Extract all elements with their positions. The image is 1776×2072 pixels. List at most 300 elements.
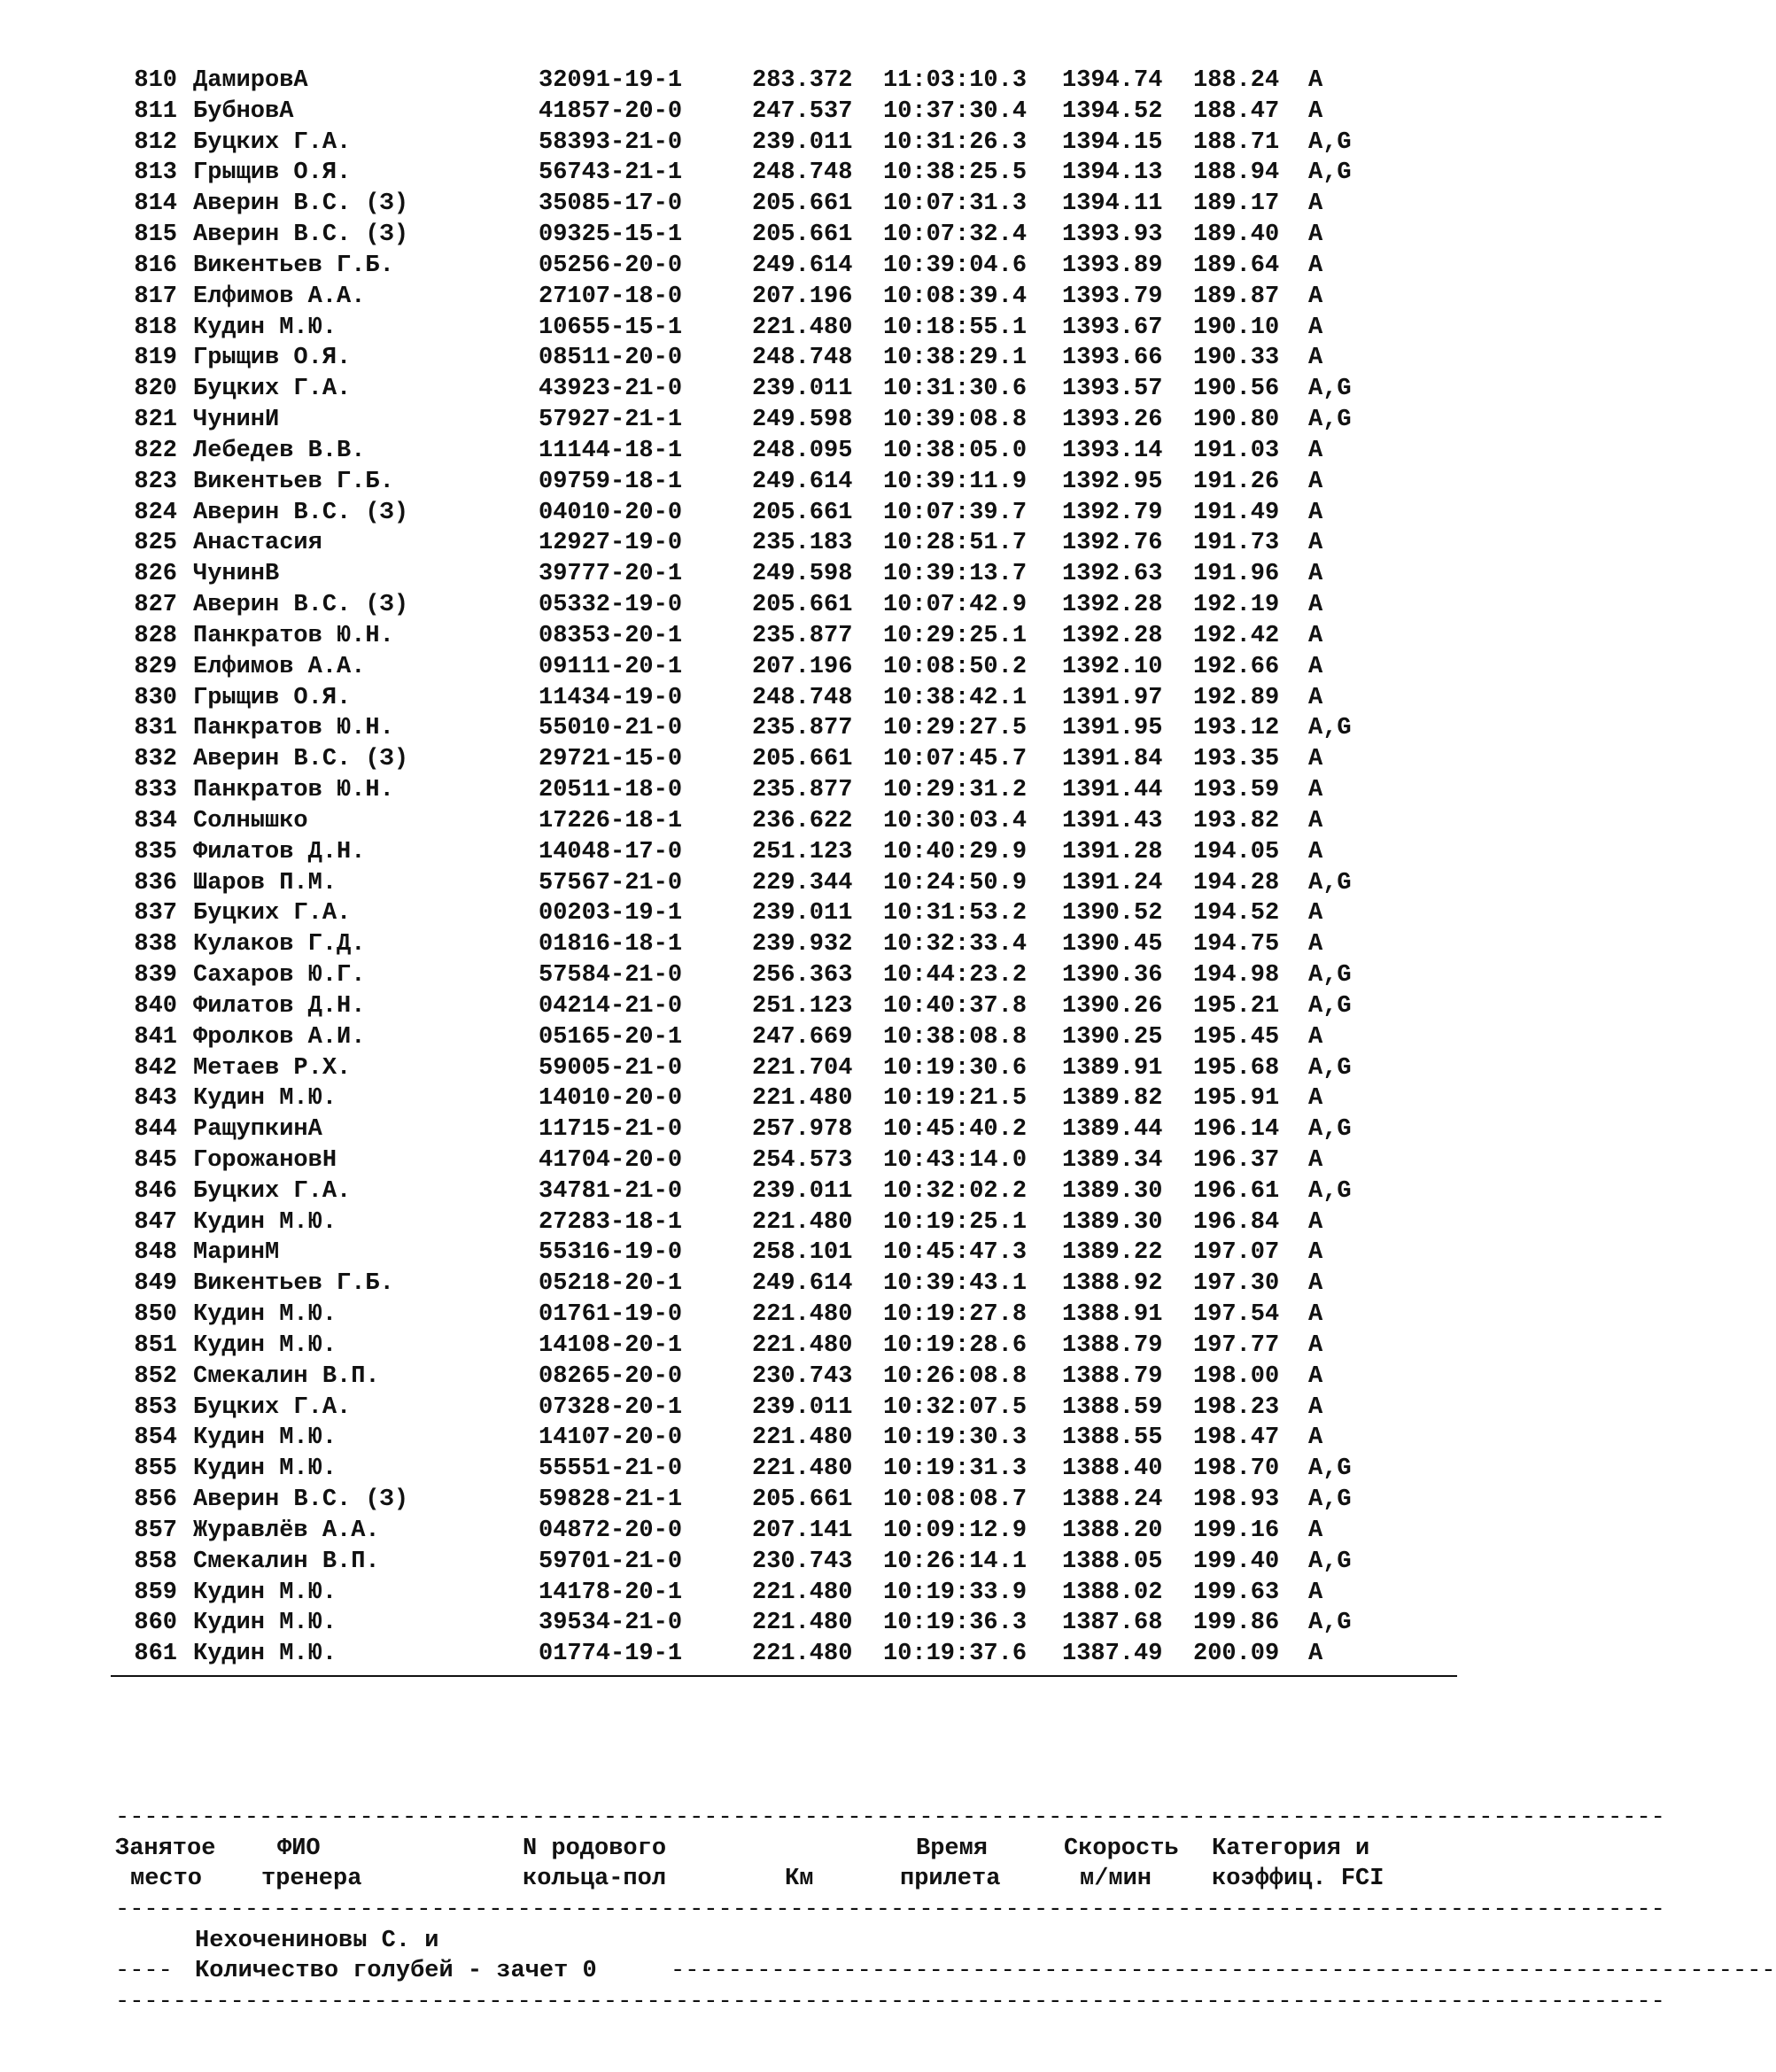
cell-km: 239.932	[752, 931, 853, 958]
cell-category: A	[1308, 314, 1323, 341]
cell-name: Буцких Г.А.	[193, 1393, 352, 1421]
cell-km: 249.614	[752, 252, 853, 279]
cell-ring: 39534-21-0	[539, 1610, 683, 1637]
cell-place: 832	[134, 746, 177, 773]
cell-speed: 1391.24	[1062, 869, 1163, 896]
cell-ring: 08265-20-0	[539, 1362, 683, 1390]
cell-km: 247.669	[752, 1023, 853, 1051]
cell-category: A	[1308, 592, 1323, 619]
separator-line-top: ------------------------------------------------------------------------------------------------------------	[115, 1804, 1665, 1831]
cell-coef: 189.17	[1193, 190, 1280, 218]
cell-km: 230.743	[752, 1362, 853, 1390]
cell-coef: 191.49	[1193, 499, 1280, 526]
cell-time: 10:30:03.4	[883, 807, 1028, 834]
cell-km: 221.480	[752, 1455, 853, 1483]
cell-name: Кудин М.Ю.	[193, 314, 337, 341]
team-count-prefix: ----	[115, 1958, 173, 1984]
cell-time: 10:18:55.1	[883, 314, 1028, 341]
cell-km: 256.363	[752, 962, 853, 989]
cell-category: A,G	[1308, 1177, 1352, 1205]
cell-place: 813	[134, 159, 177, 187]
cell-time: 10:32:33.4	[883, 931, 1028, 958]
cell-speed: 1391.44	[1062, 777, 1163, 804]
cell-category: A	[1308, 684, 1323, 711]
cell-time: 10:19:36.3	[883, 1610, 1028, 1637]
cell-ring: 39777-20-1	[539, 561, 683, 588]
cell-coef: 191.03	[1193, 437, 1280, 464]
cell-name: Грыщив О.Я.	[193, 684, 352, 711]
cell-speed: 1389.91	[1062, 1054, 1163, 1082]
cell-ring: 32091-19-1	[539, 67, 683, 94]
cell-place: 853	[134, 1393, 177, 1421]
cell-name: ГорожановН	[193, 1146, 337, 1174]
cell-km: 205.661	[752, 190, 853, 218]
cell-name: МаринМ	[193, 1239, 280, 1267]
cell-category: A	[1308, 838, 1323, 865]
cell-ring: 56743-21-1	[539, 159, 683, 187]
cell-coef: 194.98	[1193, 962, 1280, 989]
cell-speed: 1391.43	[1062, 807, 1163, 834]
cell-speed: 1394.74	[1062, 67, 1163, 94]
cell-coef: 189.87	[1193, 283, 1280, 310]
cell-category: A,G	[1308, 376, 1352, 403]
cell-speed: 1388.59	[1062, 1393, 1163, 1421]
cell-ring: 11144-18-1	[539, 437, 683, 464]
cell-name: Журавлёв А.А.	[193, 1517, 380, 1544]
cell-km: 221.480	[752, 1641, 853, 1668]
cell-name: Аверин В.С. (З)	[193, 221, 409, 249]
cell-place: 825	[134, 530, 177, 557]
cell-category: A	[1308, 530, 1323, 557]
cell-name: Елфимов А.А.	[193, 283, 366, 310]
cell-km: 251.123	[752, 992, 853, 1020]
cell-coef: 195.68	[1193, 1054, 1280, 1082]
cell-time: 10:38:25.5	[883, 159, 1028, 187]
cell-speed: 1388.05	[1062, 1548, 1163, 1575]
cell-km: 205.661	[752, 592, 853, 619]
cell-coef: 188.47	[1193, 97, 1280, 125]
cell-ring: 05332-19-0	[539, 592, 683, 619]
cell-category: A	[1308, 252, 1323, 279]
cell-place: 839	[134, 962, 177, 989]
cell-ring: 05218-20-1	[539, 1270, 683, 1298]
cell-km: 249.598	[752, 561, 853, 588]
cell-coef: 192.42	[1193, 622, 1280, 649]
cell-km: 251.123	[752, 838, 853, 865]
cell-speed: 1390.36	[1062, 962, 1163, 989]
cell-coef: 193.59	[1193, 777, 1280, 804]
cell-time: 10:44:23.2	[883, 962, 1028, 989]
cell-ring: 01774-19-1	[539, 1641, 683, 1668]
cell-speed: 1389.34	[1062, 1146, 1163, 1174]
cell-speed: 1389.82	[1062, 1085, 1163, 1113]
cell-name: Аверин В.С. (З)	[193, 746, 409, 773]
cell-speed: 1388.02	[1062, 1579, 1163, 1606]
cell-km: 248.095	[752, 437, 853, 464]
cell-time: 10:19:21.5	[883, 1085, 1028, 1113]
cell-km: 205.661	[752, 746, 853, 773]
cell-place: 844	[134, 1116, 177, 1144]
cell-category: A	[1308, 1362, 1323, 1390]
cell-ring: 04214-21-0	[539, 992, 683, 1020]
cell-place: 821	[134, 407, 177, 434]
cell-place: 816	[134, 252, 177, 279]
cell-place: 855	[134, 1455, 177, 1483]
cell-time: 10:07:39.7	[883, 499, 1028, 526]
cell-name: Филатов Д.Н.	[193, 838, 366, 865]
cell-place: 814	[134, 190, 177, 218]
cell-category: A	[1308, 561, 1323, 588]
cell-place: 810	[134, 67, 177, 94]
cell-name: Метаев Р.Х.	[193, 1054, 352, 1082]
cell-coef: 199.40	[1193, 1548, 1280, 1575]
cell-coef: 195.21	[1193, 992, 1280, 1020]
cell-speed: 1392.28	[1062, 622, 1163, 649]
cell-ring: 08511-20-0	[539, 345, 683, 372]
cell-category: A,G	[1308, 1455, 1352, 1483]
cell-time: 10:08:39.4	[883, 283, 1028, 310]
cell-km: 258.101	[752, 1239, 853, 1267]
cell-speed: 1392.79	[1062, 499, 1163, 526]
cell-time: 10:38:42.1	[883, 684, 1028, 711]
cell-coef: 190.56	[1193, 376, 1280, 403]
cell-ring: 14107-20-0	[539, 1424, 683, 1452]
cell-coef: 197.54	[1193, 1301, 1280, 1329]
cell-speed: 1393.57	[1062, 376, 1163, 403]
cell-ring: 57584-21-0	[539, 962, 683, 989]
cell-name: РащупкинА	[193, 1116, 322, 1144]
cell-place: 831	[134, 715, 177, 742]
cell-category: A	[1308, 97, 1323, 125]
cell-ring: 12927-19-0	[539, 530, 683, 557]
cell-time: 10:29:25.1	[883, 622, 1028, 649]
cell-speed: 1392.76	[1062, 530, 1163, 557]
cell-place: 823	[134, 468, 177, 495]
cell-category: A	[1308, 1301, 1323, 1329]
cell-place: 819	[134, 345, 177, 372]
cell-category: A,G	[1308, 128, 1352, 156]
header-time-line1: Время	[916, 1835, 989, 1862]
cell-place: 843	[134, 1085, 177, 1113]
cell-coef: 188.71	[1193, 128, 1280, 156]
cell-speed: 1393.79	[1062, 283, 1163, 310]
cell-time: 10:19:30.3	[883, 1424, 1028, 1452]
cell-category: A	[1308, 1393, 1323, 1421]
cell-category: A	[1308, 190, 1323, 218]
cell-ring: 11715-21-0	[539, 1116, 683, 1144]
cell-name: Панкратов Ю.Н.	[193, 715, 394, 742]
cell-time: 10:07:45.7	[883, 746, 1028, 773]
cell-category: A,G	[1308, 1054, 1352, 1082]
cell-ring: 57927-21-1	[539, 407, 683, 434]
cell-place: 811	[134, 97, 177, 125]
cell-ring: 09759-18-1	[539, 468, 683, 495]
cell-place: 829	[134, 653, 177, 680]
cell-category: A	[1308, 1641, 1323, 1668]
header-category-line2: коэффиц. FCI	[1212, 1866, 1384, 1892]
cell-time: 10:24:50.9	[883, 869, 1028, 896]
cell-name: Буцких Г.А.	[193, 900, 352, 927]
cell-place: 852	[134, 1362, 177, 1390]
cell-place: 859	[134, 1579, 177, 1606]
cell-km: 205.661	[752, 221, 853, 249]
cell-category: A	[1308, 900, 1323, 927]
cell-ring: 08353-20-1	[539, 622, 683, 649]
cell-place: 828	[134, 622, 177, 649]
cell-speed: 1392.95	[1062, 468, 1163, 495]
cell-time: 10:38:29.1	[883, 345, 1028, 372]
cell-coef: 190.80	[1193, 407, 1280, 434]
cell-ring: 01761-19-0	[539, 1301, 683, 1329]
cell-coef: 197.77	[1193, 1331, 1280, 1359]
cell-ring: 09111-20-1	[539, 653, 683, 680]
cell-name: Кудин М.Ю.	[193, 1331, 337, 1359]
cell-km: 248.748	[752, 345, 853, 372]
team-name: Нехочениновы С. и	[195, 1928, 439, 1954]
cell-km: 207.196	[752, 653, 853, 680]
cell-coef: 194.75	[1193, 931, 1280, 958]
header-speed-line2: м/мин	[1080, 1866, 1152, 1892]
cell-ring: 09325-15-1	[539, 221, 683, 249]
cell-km: 221.480	[752, 1579, 853, 1606]
cell-km: 205.661	[752, 499, 853, 526]
cell-ring: 27283-18-1	[539, 1208, 683, 1236]
cell-time: 10:19:37.6	[883, 1641, 1028, 1668]
cell-place: 860	[134, 1610, 177, 1637]
cell-speed: 1393.89	[1062, 252, 1163, 279]
cell-km: 254.573	[752, 1146, 853, 1174]
cell-time: 10:39:43.1	[883, 1270, 1028, 1298]
cell-category: A,G	[1308, 1610, 1352, 1637]
cell-time: 10:38:08.8	[883, 1023, 1028, 1051]
cell-time: 10:19:25.1	[883, 1208, 1028, 1236]
cell-coef: 194.28	[1193, 869, 1280, 896]
cell-ring: 04010-20-0	[539, 499, 683, 526]
cell-place: 842	[134, 1054, 177, 1082]
cell-coef: 200.09	[1193, 1641, 1280, 1668]
cell-time: 10:39:11.9	[883, 468, 1028, 495]
cell-km: 239.011	[752, 128, 853, 156]
cell-ring: 59701-21-0	[539, 1548, 683, 1575]
cell-km: 239.011	[752, 1393, 853, 1421]
cell-category: A,G	[1308, 159, 1352, 187]
cell-ring: 00203-19-1	[539, 900, 683, 927]
cell-place: 822	[134, 437, 177, 464]
header-fio-line2: тренера	[261, 1866, 362, 1892]
header-speed-line1: Скорость	[1064, 1835, 1179, 1862]
cell-name: Анастасия	[193, 530, 322, 557]
cell-speed: 1388.55	[1062, 1424, 1163, 1452]
cell-ring: 10655-15-1	[539, 314, 683, 341]
cell-time: 10:26:08.8	[883, 1362, 1028, 1390]
cell-coef: 194.52	[1193, 900, 1280, 927]
cell-category: A	[1308, 468, 1323, 495]
cell-category: A	[1308, 499, 1323, 526]
cell-time: 10:26:14.1	[883, 1548, 1028, 1575]
cell-ring: 59828-21-1	[539, 1486, 683, 1514]
cell-name: Кудин М.Ю.	[193, 1085, 337, 1113]
cell-coef: 192.19	[1193, 592, 1280, 619]
cell-speed: 1391.95	[1062, 715, 1163, 742]
cell-category: A	[1308, 653, 1323, 680]
cell-time: 10:32:07.5	[883, 1393, 1028, 1421]
header-category-line1: Категория и	[1212, 1835, 1370, 1862]
cell-coef: 195.91	[1193, 1085, 1280, 1113]
cell-name: Кулаков Г.Д.	[193, 931, 366, 958]
cell-category: A	[1308, 1517, 1323, 1544]
cell-time: 10:19:28.6	[883, 1331, 1028, 1359]
cell-km: 249.614	[752, 468, 853, 495]
cell-speed: 1392.10	[1062, 653, 1163, 680]
cell-name: Филатов Д.Н.	[193, 992, 366, 1020]
cell-place: 830	[134, 684, 177, 711]
separator-line-header: ------------------------------------------------------------------------------------------------------------	[115, 1897, 1665, 1923]
cell-coef: 190.10	[1193, 314, 1280, 341]
cell-speed: 1394.52	[1062, 97, 1163, 125]
header-place-line2: место	[130, 1866, 203, 1892]
cell-category: A	[1308, 622, 1323, 649]
cell-name: Буцких Г.А.	[193, 128, 352, 156]
cell-category: A,G	[1308, 869, 1352, 896]
cell-place: 861	[134, 1641, 177, 1668]
cell-speed: 1394.15	[1062, 128, 1163, 156]
cell-coef: 193.12	[1193, 715, 1280, 742]
cell-place: 846	[134, 1177, 177, 1205]
cell-km: 221.480	[752, 314, 853, 341]
cell-category: A,G	[1308, 715, 1352, 742]
cell-km: 249.598	[752, 407, 853, 434]
cell-category: A	[1308, 283, 1323, 310]
cell-place: 837	[134, 900, 177, 927]
cell-coef: 191.26	[1193, 468, 1280, 495]
cell-coef: 193.35	[1193, 746, 1280, 773]
cell-ring: 07328-20-1	[539, 1393, 683, 1421]
cell-coef: 190.33	[1193, 345, 1280, 372]
cell-place: 833	[134, 777, 177, 804]
cell-ring: 17226-18-1	[539, 807, 683, 834]
cell-category: A	[1308, 777, 1323, 804]
cell-category: A	[1308, 1579, 1323, 1606]
cell-km: 221.480	[752, 1424, 853, 1452]
cell-speed: 1392.28	[1062, 592, 1163, 619]
cell-place: 854	[134, 1424, 177, 1452]
cell-speed: 1390.25	[1062, 1023, 1163, 1051]
cell-place: 856	[134, 1486, 177, 1514]
cell-place: 849	[134, 1270, 177, 1298]
cell-km: 235.877	[752, 622, 853, 649]
cell-km: 239.011	[752, 1177, 853, 1205]
cell-category: A	[1308, 67, 1323, 94]
cell-place: 818	[134, 314, 177, 341]
cell-ring: 35085-17-0	[539, 190, 683, 218]
cell-place: 836	[134, 869, 177, 896]
cell-speed: 1390.45	[1062, 931, 1163, 958]
cell-ring: 20511-18-0	[539, 777, 683, 804]
cell-place: 834	[134, 807, 177, 834]
cell-place: 827	[134, 592, 177, 619]
cell-coef: 189.64	[1193, 252, 1280, 279]
cell-place: 848	[134, 1239, 177, 1267]
cell-km: 248.748	[752, 684, 853, 711]
cell-category: A,G	[1308, 992, 1352, 1020]
cell-speed: 1388.91	[1062, 1301, 1163, 1329]
cell-km: 239.011	[752, 900, 853, 927]
cell-name: Смекалин В.П.	[193, 1362, 380, 1390]
cell-ring: 57567-21-0	[539, 869, 683, 896]
cell-time: 10:28:51.7	[883, 530, 1028, 557]
cell-name: Грыщив О.Я.	[193, 159, 352, 187]
cell-coef: 188.94	[1193, 159, 1280, 187]
cell-name: Аверин В.С. (З)	[193, 190, 409, 218]
cell-category: A,G	[1308, 1548, 1352, 1575]
cell-speed: 1393.66	[1062, 345, 1163, 372]
cell-speed: 1388.92	[1062, 1270, 1163, 1298]
cell-category: A,G	[1308, 1486, 1352, 1514]
cell-km: 248.748	[752, 159, 853, 187]
header-ring-line2: кольца-пол	[523, 1866, 667, 1892]
cell-name: Панкратов Ю.Н.	[193, 777, 394, 804]
cell-time: 10:39:08.8	[883, 407, 1028, 434]
cell-coef: 193.82	[1193, 807, 1280, 834]
cell-coef: 194.05	[1193, 838, 1280, 865]
cell-time: 10:45:40.2	[883, 1116, 1028, 1144]
cell-coef: 198.47	[1193, 1424, 1280, 1452]
cell-km: 236.622	[752, 807, 853, 834]
cell-name: Солнышко	[193, 807, 308, 834]
cell-coef: 197.07	[1193, 1239, 1280, 1267]
cell-time: 10:07:32.4	[883, 221, 1028, 249]
cell-time: 10:19:31.3	[883, 1455, 1028, 1483]
cell-km: 283.372	[752, 67, 853, 94]
cell-time: 10:09:12.9	[883, 1517, 1028, 1544]
cell-km: 221.704	[752, 1054, 853, 1082]
cell-coef: 198.00	[1193, 1362, 1280, 1390]
cell-category: A	[1308, 1239, 1323, 1267]
cell-speed: 1391.97	[1062, 684, 1163, 711]
cell-place: 845	[134, 1146, 177, 1174]
cell-speed: 1392.63	[1062, 561, 1163, 588]
cell-category: A	[1308, 221, 1323, 249]
cell-time: 10:19:33.9	[883, 1579, 1028, 1606]
cell-place: 857	[134, 1517, 177, 1544]
cell-name: Аверин В.С. (З)	[193, 499, 409, 526]
cell-coef: 192.66	[1193, 653, 1280, 680]
cell-name: Сахаров Ю.Г.	[193, 962, 366, 989]
cell-ring: 11434-19-0	[539, 684, 683, 711]
separator-line-bottom: ------------------------------------------------------------------------------------------------------------	[115, 1989, 1665, 2015]
cell-time: 10:43:14.0	[883, 1146, 1028, 1174]
cell-name: Викентьев Г.Б.	[193, 1270, 394, 1298]
cell-coef: 189.40	[1193, 221, 1280, 249]
cell-name: Шаров П.М.	[193, 869, 337, 896]
cell-km: 221.480	[752, 1301, 853, 1329]
cell-speed: 1389.22	[1062, 1239, 1163, 1267]
cell-name: ЧунинИ	[193, 407, 280, 434]
cell-name: Аверин В.С. (З)	[193, 1486, 409, 1514]
cell-km: 221.480	[752, 1208, 853, 1236]
cell-place: 824	[134, 499, 177, 526]
cell-place: 851	[134, 1331, 177, 1359]
cell-place: 815	[134, 221, 177, 249]
cell-name: БубновА	[193, 97, 294, 125]
cell-place: 826	[134, 561, 177, 588]
cell-ring: 43923-21-0	[539, 376, 683, 403]
cell-speed: 1388.20	[1062, 1517, 1163, 1544]
cell-time: 10:40:37.8	[883, 992, 1028, 1020]
cell-place: 841	[134, 1023, 177, 1051]
cell-name: ЧунинВ	[193, 561, 280, 588]
cell-coef: 196.37	[1193, 1146, 1280, 1174]
